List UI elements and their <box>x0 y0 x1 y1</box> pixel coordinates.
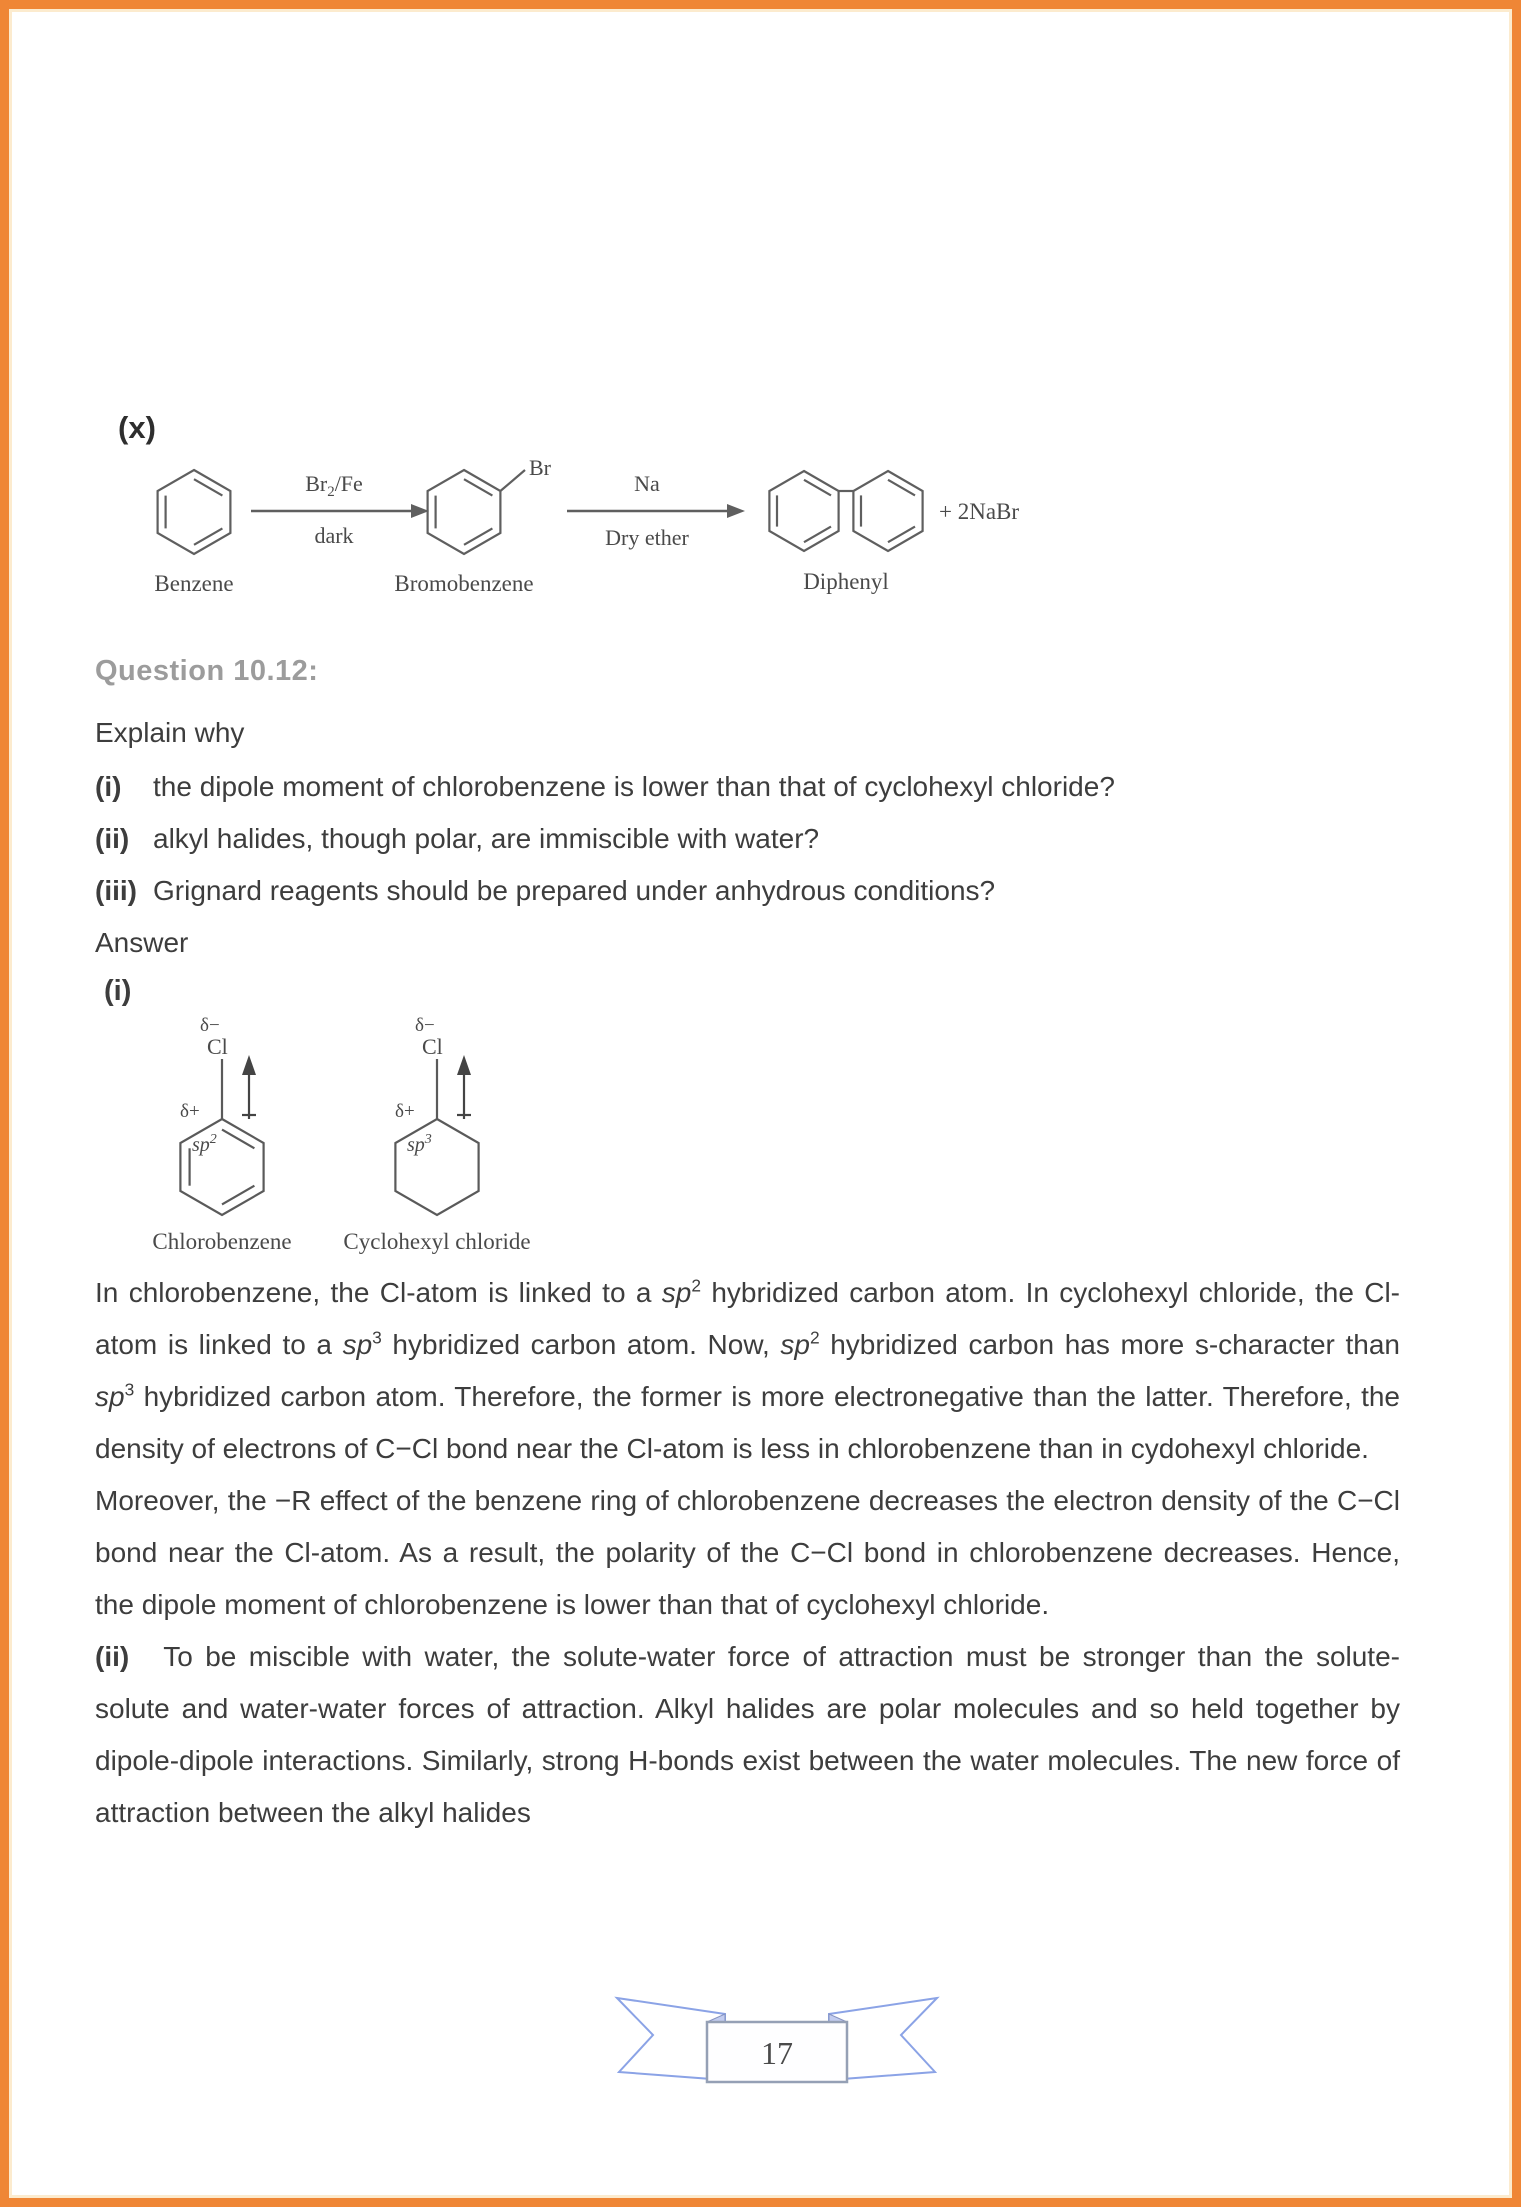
answer-paragraph-1: In chlorobenzene, the Cl-atom is linked to a $sp^2$ hybridized carbon atom. In cyclohexyl chloride, the Cl-atom is linked to a $sp^3$ hybridized carbon atom. Now, $sp^2$ hybridized carbon has more s-character than $sp^3$ hybridized carbon atom. Therefore, the former is more electronegative than the latter. Therefore, the density of electrons of C−Cl bond near the Cl-atom is less in chlorobenzene than in cydohexyl chloride. <box>95 1275 1400 1464</box>
chlorobenzene-dipole-arrow <box>242 1055 256 1119</box>
dipole-structures-diagram <box>104 1009 574 1265</box>
question-item-iii <box>95 875 1395 907</box>
chlorobenzene-cl-label: Cl <box>207 1034 228 1059</box>
chlorobenzene-delta-plus: δ+ <box>180 1101 200 1122</box>
bromobenzene-ring <box>428 470 525 554</box>
question-item-iii-text: Grignard reagents should be prepared under anhydrous conditions? <box>153 875 996 906</box>
reagent-1-label: $Br_2/Fe$ <box>305 471 363 500</box>
answer-body-text <box>95 1267 1400 1839</box>
cyclohexyl-dipole-arrow <box>457 1055 471 1119</box>
answer-label: Answer <box>95 927 189 958</box>
question-item-i-text: the dipole moment of chlorobenzene is lower than that of cyclohexyl chloride? <box>153 771 1115 802</box>
question-item-ii <box>95 823 1395 855</box>
condition-2-label: Dry ether <box>605 525 689 550</box>
reaction-scheme-diagram <box>139 439 1049 609</box>
part-x-label: (x) <box>118 410 156 445</box>
page-number: 17 <box>761 2035 793 2071</box>
answer-paragraph-3 <box>95 1631 1400 1839</box>
question-item-i <box>95 771 1395 803</box>
cyclohexyl-chloride-structure <box>343 1015 530 1254</box>
diphenyl-rings <box>769 471 922 551</box>
question-heading: Question 10.12: <box>95 655 319 687</box>
chlorobenzene-hybridization-label: $sp^2$ <box>192 1132 217 1156</box>
reaction-arrow-2 <box>567 471 745 550</box>
byproduct-label: + 2NaBr <box>939 499 1020 524</box>
answer-part-ii-label: (ii) <box>95 1641 130 1672</box>
question-item-iii-label: (iii) <box>95 875 137 906</box>
chlorobenzene-caption: Chlorobenzene <box>152 1229 292 1254</box>
question-item-ii-label: (ii) <box>95 823 130 854</box>
br-substituent-label: Br <box>529 455 551 480</box>
question-intro: Explain why <box>95 717 245 748</box>
chlorobenzene-delta-minus: δ− <box>200 1015 220 1036</box>
benzene-ring <box>158 470 231 554</box>
diphenyl-caption: Diphenyl <box>803 569 889 594</box>
reaction-arrow-1 <box>251 471 429 548</box>
answer-part-ii-text: To be miscible with water, the solute-water force of attraction must be stronger than the solute-solute and water-water forces of attraction. Alkyl halides are polar molecules and so held together by dipole-dipole interactions. Similarly, strong H-bonds exist between the water molecules. The new force of attraction between the alkyl halides <box>95 1641 1400 1828</box>
cyclohexyl-caption: Cyclohexyl chloride <box>343 1229 531 1254</box>
cyclohexyl-delta-plus: δ+ <box>395 1101 415 1122</box>
cyclohexyl-delta-minus: δ− <box>415 1015 435 1036</box>
reagent-2-label: Na <box>634 471 660 496</box>
page-number-ribbon <box>607 1994 947 2098</box>
cyclohexyl-cl-label: Cl <box>422 1034 443 1059</box>
question-item-ii-text: alkyl halides, though polar, are immiscible with water? <box>153 823 820 854</box>
chlorobenzene-structure <box>152 1015 291 1254</box>
benzene-caption: Benzene <box>154 571 234 596</box>
cyclohexyl-hybridization-label: $sp^3$ <box>407 1132 432 1156</box>
question-item-i-label: (i) <box>95 771 122 802</box>
answer-paragraph-2: Moreover, the −R effect of the benzene ring of chlorobenzene decreases the electron density of the C−Cl bond near the Cl-atom. As a result, the polarity of the C−Cl bond in chlorobenzene decreases. Hence, the dipole moment of chlorobenzene is lower than that of cyclohexyl chloride. <box>95 1485 1400 1620</box>
condition-1-label: dark <box>314 523 354 548</box>
bromobenzene-caption: Bromobenzene <box>394 571 534 596</box>
answer-part-i-label: (i) <box>104 975 132 1007</box>
